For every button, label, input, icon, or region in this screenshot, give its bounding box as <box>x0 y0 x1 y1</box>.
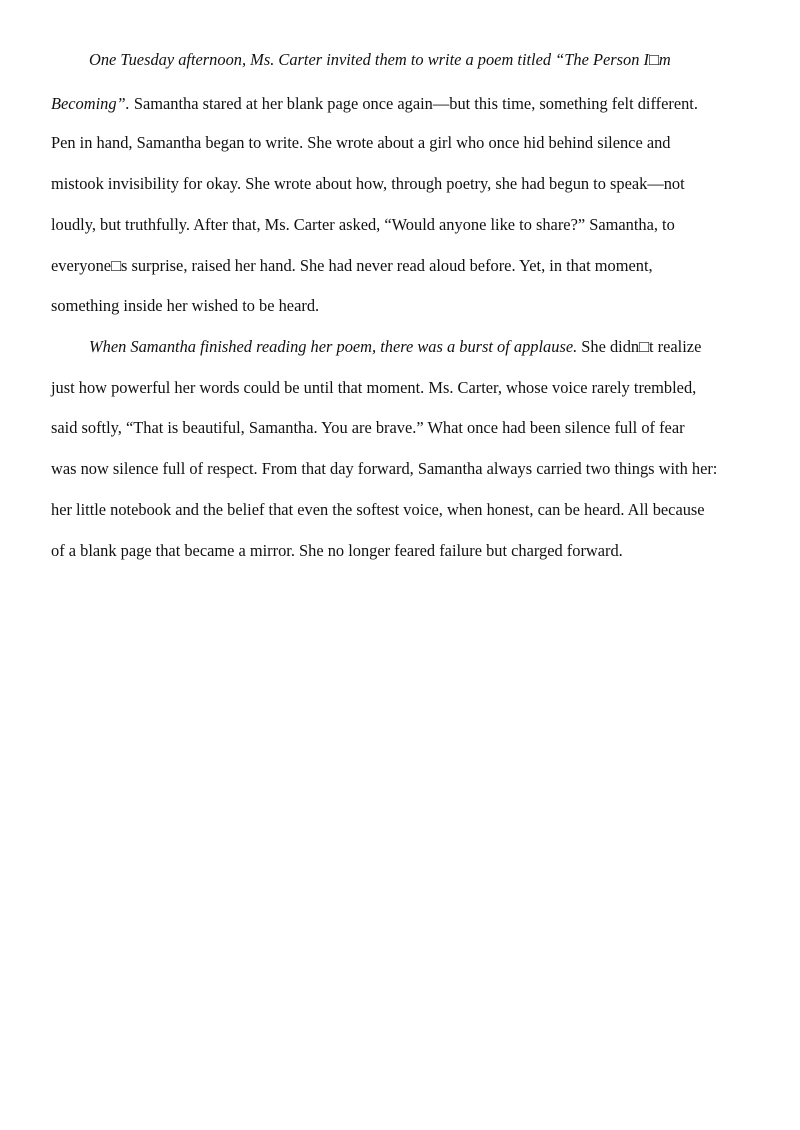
text-segment: said softly, “That is beautiful, Samantha. You are brave.” What once had been silence full of fear <box>51 418 685 437</box>
text-segment: mistook invisibility for okay. She wrote about how, through poetry, she had begun to speak—not <box>51 174 685 193</box>
text-segment: her little notebook and the belief that even the softest voice, when honest, can be heard. All because <box>51 500 705 519</box>
text-segment: everyone□s surprise, raised her hand. She had never read aloud before. Yet, in that moment, <box>51 256 653 275</box>
text-segment: Samantha stared at her blank page once again—but this time, something felt different. <box>129 94 698 113</box>
paragraph-line <box>51 94 698 114</box>
paragraph-line <box>51 174 685 194</box>
paragraph-line <box>51 541 623 561</box>
text-segment: When Samantha finished reading her poem, there was a burst of applause. <box>89 337 578 356</box>
text-segment: was now silence full of respect. From that day forward, Samantha always carried two things with her: <box>51 459 718 478</box>
text-segment: She didn□t realize <box>577 337 702 356</box>
text-segment: One Tuesday afternoon, Ms. Carter invited them to write a poem titled “The Person I□m <box>89 50 671 69</box>
text-segment: just how powerful her words could be until that moment. Ms. Carter, whose voice rarely trembled, <box>51 378 697 397</box>
paragraph-line <box>51 215 675 235</box>
text-segment: something inside her wished to be heard. <box>51 296 320 315</box>
paragraph-line <box>51 296 319 316</box>
paragraph-line <box>51 500 705 520</box>
paragraph-line <box>51 133 671 153</box>
paragraph-line <box>51 459 717 479</box>
text-segment: Pen in hand, Samantha began to write. She wrote about a girl who once hid behind silence and <box>51 133 671 152</box>
paragraph-line <box>89 337 701 357</box>
paragraph-line <box>51 378 696 398</box>
text-segment: loudly, but truthfully. After that, Ms. Carter asked, “Would anyone like to share?” Samantha, to <box>51 215 675 234</box>
paragraph-line <box>51 256 653 276</box>
text-segment: of a blank page that became a mirror. She no longer feared failure but charged forward. <box>51 541 623 560</box>
paragraph-line <box>89 50 671 70</box>
paragraph-line <box>51 418 685 438</box>
text-segment: Becoming”. <box>51 94 130 113</box>
